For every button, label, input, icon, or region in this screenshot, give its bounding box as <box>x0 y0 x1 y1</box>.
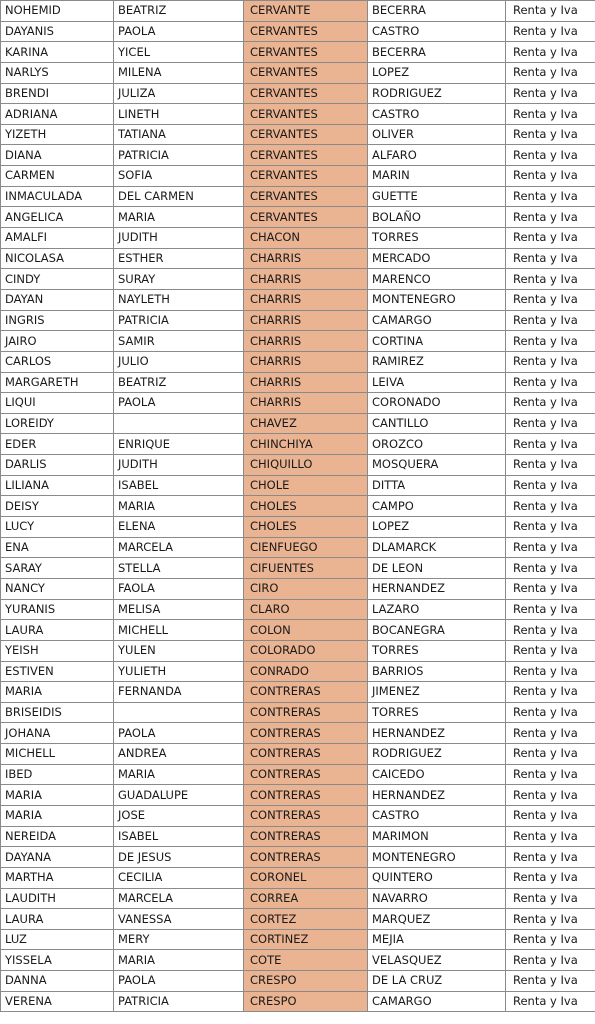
tax-type-cell: Renta y Iva <box>506 599 595 620</box>
first-name-cell: LAURA <box>1 620 114 641</box>
first-surname-cell: CHARRIS <box>244 393 368 414</box>
table-row <box>1 228 595 249</box>
tax-type-cell: Renta y Iva <box>506 228 595 249</box>
middle-name-cell: PATRICIA <box>114 991 244 1012</box>
tax-type-cell: Renta y Iva <box>506 950 595 971</box>
table-row <box>1 971 595 992</box>
first-surname-cell: CONTRERAS <box>244 723 368 744</box>
first-name-cell: YEISH <box>1 640 114 661</box>
first-surname-cell: CHOLES <box>244 517 368 538</box>
first-name-cell: AMALFI <box>1 228 114 249</box>
tax-type-cell: Renta y Iva <box>506 764 595 785</box>
table-row <box>1 186 595 207</box>
first-name-cell: CINDY <box>1 269 114 290</box>
middle-name-cell: MARIA <box>114 496 244 517</box>
first-surname-cell: CERVANTES <box>244 104 368 125</box>
second-surname-cell: BECERRA <box>368 1 506 22</box>
first-surname-cell: CLARO <box>244 599 368 620</box>
table-row <box>1 413 595 434</box>
middle-name-cell: JULIZA <box>114 83 244 104</box>
table-row <box>1 124 595 145</box>
table-row <box>1 867 595 888</box>
middle-name-cell <box>114 702 244 723</box>
first-surname-cell: CERVANTES <box>244 62 368 83</box>
second-surname-cell: TORRES <box>368 640 506 661</box>
tax-type-cell: Renta y Iva <box>506 42 595 63</box>
first-surname-cell: COLON <box>244 620 368 641</box>
table-row <box>1 269 595 290</box>
table-row <box>1 578 595 599</box>
table-row <box>1 42 595 63</box>
first-name-cell: MARGARETH <box>1 372 114 393</box>
middle-name-cell: SOFIA <box>114 166 244 187</box>
tax-type-cell: Renta y Iva <box>506 991 595 1012</box>
first-surname-cell: CONRADO <box>244 661 368 682</box>
first-name-cell: DAYAN <box>1 289 114 310</box>
first-surname-cell: CERVANTES <box>244 186 368 207</box>
table-row <box>1 1 595 22</box>
second-surname-cell: CAICEDO <box>368 764 506 785</box>
tax-type-cell: Renta y Iva <box>506 578 595 599</box>
first-surname-cell: CHARRIS <box>244 331 368 352</box>
first-surname-cell: CHACON <box>244 228 368 249</box>
first-name-cell: VERENA <box>1 991 114 1012</box>
middle-name-cell: CECILIA <box>114 867 244 888</box>
middle-name-cell: SURAY <box>114 269 244 290</box>
middle-name-cell: JUDITH <box>114 228 244 249</box>
second-surname-cell: RAMIREZ <box>368 351 506 372</box>
tax-type-cell: Renta y Iva <box>506 393 595 414</box>
tax-type-cell: Renta y Iva <box>506 702 595 723</box>
second-surname-cell: CAMPO <box>368 496 506 517</box>
middle-name-cell: ISABEL <box>114 475 244 496</box>
table-row <box>1 455 595 476</box>
middle-name-cell: ANDREA <box>114 744 244 765</box>
first-name-cell: LUZ <box>1 929 114 950</box>
second-surname-cell: LOPEZ <box>368 517 506 538</box>
first-surname-cell: CERVANTES <box>244 124 368 145</box>
tax-type-cell: Renta y Iva <box>506 640 595 661</box>
middle-name-cell: PAOLA <box>114 21 244 42</box>
middle-name-cell: MARCELA <box>114 888 244 909</box>
first-name-cell: NOHEMID <box>1 1 114 22</box>
first-surname-cell: CIRO <box>244 578 368 599</box>
first-surname-cell: CORONEL <box>244 867 368 888</box>
first-surname-cell: CRESPO <box>244 991 368 1012</box>
tax-type-cell: Renta y Iva <box>506 867 595 888</box>
table-row <box>1 661 595 682</box>
second-surname-cell: MARIMON <box>368 826 506 847</box>
first-name-cell: LAUDITH <box>1 888 114 909</box>
middle-name-cell: MARIA <box>114 950 244 971</box>
second-surname-cell: RODRIGUEZ <box>368 744 506 765</box>
second-surname-cell: BOLAÑO <box>368 207 506 228</box>
second-surname-cell: DLAMARCK <box>368 537 506 558</box>
second-surname-cell: CORONADO <box>368 393 506 414</box>
table-row <box>1 785 595 806</box>
first-name-cell: DAYANA <box>1 847 114 868</box>
tax-type-cell: Renta y Iva <box>506 186 595 207</box>
first-name-cell: YISSELA <box>1 950 114 971</box>
first-surname-cell: CERVANTES <box>244 42 368 63</box>
first-name-cell: NANCY <box>1 578 114 599</box>
first-surname-cell: CONTRERAS <box>244 805 368 826</box>
tax-type-cell: Renta y Iva <box>506 83 595 104</box>
middle-name-cell: TATIANA <box>114 124 244 145</box>
second-surname-cell: GUETTE <box>368 186 506 207</box>
first-surname-cell: CERVANTES <box>244 207 368 228</box>
second-surname-cell: DITTA <box>368 475 506 496</box>
table-row <box>1 248 595 269</box>
second-surname-cell: HERNANDEZ <box>368 723 506 744</box>
second-surname-cell: MARQUEZ <box>368 909 506 930</box>
table-row <box>1 537 595 558</box>
middle-name-cell: NAYLETH <box>114 289 244 310</box>
second-surname-cell: RODRIGUEZ <box>368 83 506 104</box>
table-row <box>1 83 595 104</box>
middle-name-cell: ISABEL <box>114 826 244 847</box>
middle-name-cell: FERNANDA <box>114 682 244 703</box>
second-surname-cell: LAZARO <box>368 599 506 620</box>
first-name-cell: NEREIDA <box>1 826 114 847</box>
second-surname-cell: BECERRA <box>368 42 506 63</box>
table-row <box>1 166 595 187</box>
first-surname-cell: CIENFUEGO <box>244 537 368 558</box>
second-surname-cell: MOSQUERA <box>368 455 506 476</box>
first-name-cell: DIANA <box>1 145 114 166</box>
tax-type-cell: Renta y Iva <box>506 351 595 372</box>
table-row <box>1 950 595 971</box>
second-surname-cell: ALFARO <box>368 145 506 166</box>
table-row <box>1 682 595 703</box>
middle-name-cell: YULIETH <box>114 661 244 682</box>
table-row <box>1 640 595 661</box>
tax-type-cell: Renta y Iva <box>506 909 595 930</box>
table-row <box>1 847 595 868</box>
second-surname-cell: HERNANDEZ <box>368 578 506 599</box>
middle-name-cell: MARCELA <box>114 537 244 558</box>
tax-type-cell: Renta y Iva <box>506 248 595 269</box>
first-surname-cell: COLORADO <box>244 640 368 661</box>
first-surname-cell: CHARRIS <box>244 269 368 290</box>
second-surname-cell: CASTRO <box>368 21 506 42</box>
middle-name-cell: FAOLA <box>114 578 244 599</box>
middle-name-cell: GUADALUPE <box>114 785 244 806</box>
first-surname-cell: CHARRIS <box>244 248 368 269</box>
middle-name-cell <box>114 413 244 434</box>
second-surname-cell: LEIVA <box>368 372 506 393</box>
first-name-cell: LAURA <box>1 909 114 930</box>
table-row <box>1 826 595 847</box>
second-surname-cell: MEJIA <box>368 929 506 950</box>
middle-name-cell: ESTHER <box>114 248 244 269</box>
first-surname-cell: CORREA <box>244 888 368 909</box>
second-surname-cell: CANTILLO <box>368 413 506 434</box>
middle-name-cell: LINETH <box>114 104 244 125</box>
second-surname-cell: CAMARGO <box>368 310 506 331</box>
tax-type-cell: Renta y Iva <box>506 62 595 83</box>
first-surname-cell: CHARRIS <box>244 289 368 310</box>
first-surname-cell: CHOLE <box>244 475 368 496</box>
second-surname-cell: NAVARRO <box>368 888 506 909</box>
second-surname-cell: CORTINA <box>368 331 506 352</box>
second-surname-cell: BOCANEGRA <box>368 620 506 641</box>
tax-type-cell: Renta y Iva <box>506 372 595 393</box>
table-body <box>1 1 595 1012</box>
first-name-cell: MARIA <box>1 805 114 826</box>
tax-type-cell: Renta y Iva <box>506 331 595 352</box>
first-name-cell: CARLOS <box>1 351 114 372</box>
first-name-cell: SARAY <box>1 558 114 579</box>
first-surname-cell: CONTRERAS <box>244 764 368 785</box>
table-row <box>1 145 595 166</box>
tax-type-cell: Renta y Iva <box>506 558 595 579</box>
first-surname-cell: CHARRIS <box>244 351 368 372</box>
first-surname-cell: CIFUENTES <box>244 558 368 579</box>
middle-name-cell: VANESSA <box>114 909 244 930</box>
tax-type-cell: Renta y Iva <box>506 145 595 166</box>
tax-type-cell: Renta y Iva <box>506 475 595 496</box>
middle-name-cell: DE JESUS <box>114 847 244 868</box>
tax-type-cell: Renta y Iva <box>506 744 595 765</box>
first-surname-cell: CHOLES <box>244 496 368 517</box>
first-name-cell: INMACULADA <box>1 186 114 207</box>
first-name-cell: ANGELICA <box>1 207 114 228</box>
middle-name-cell: MARIA <box>114 207 244 228</box>
second-surname-cell: DE LA CRUZ <box>368 971 506 992</box>
first-name-cell: JAIRO <box>1 331 114 352</box>
first-name-cell: MARIA <box>1 682 114 703</box>
tax-type-cell: Renta y Iva <box>506 785 595 806</box>
first-surname-cell: CERVANTES <box>244 83 368 104</box>
table-row <box>1 991 595 1012</box>
tax-type-cell: Renta y Iva <box>506 682 595 703</box>
tax-type-cell: Renta y Iva <box>506 124 595 145</box>
second-surname-cell: OROZCO <box>368 434 506 455</box>
tax-type-cell: Renta y Iva <box>506 805 595 826</box>
middle-name-cell: YICEL <box>114 42 244 63</box>
second-surname-cell: CAMARGO <box>368 991 506 1012</box>
middle-name-cell: BEATRIZ <box>114 1 244 22</box>
table-row <box>1 620 595 641</box>
first-surname-cell: COTE <box>244 950 368 971</box>
first-surname-cell: CORTEZ <box>244 909 368 930</box>
middle-name-cell: ENRIQUE <box>114 434 244 455</box>
first-name-cell: CARMEN <box>1 166 114 187</box>
first-surname-cell: CRESPO <box>244 971 368 992</box>
middle-name-cell: PATRICIA <box>114 310 244 331</box>
second-surname-cell: MONTENEGRO <box>368 289 506 310</box>
first-name-cell: ADRIANA <box>1 104 114 125</box>
first-surname-cell: CONTRERAS <box>244 785 368 806</box>
table-row <box>1 104 595 125</box>
first-name-cell: DAYANIS <box>1 21 114 42</box>
first-surname-cell: CONTRERAS <box>244 682 368 703</box>
tax-type-cell: Renta y Iva <box>506 496 595 517</box>
second-surname-cell: BARRIOS <box>368 661 506 682</box>
first-name-cell: EDER <box>1 434 114 455</box>
middle-name-cell: MICHELL <box>114 620 244 641</box>
tax-type-cell: Renta y Iva <box>506 620 595 641</box>
second-surname-cell: DE LEON <box>368 558 506 579</box>
table-row <box>1 310 595 331</box>
first-surname-cell: CONTRERAS <box>244 847 368 868</box>
tax-type-cell: Renta y Iva <box>506 826 595 847</box>
first-name-cell: MARTHA <box>1 867 114 888</box>
tax-type-cell: Renta y Iva <box>506 269 595 290</box>
middle-name-cell: JULIO <box>114 351 244 372</box>
first-name-cell: JOHANA <box>1 723 114 744</box>
middle-name-cell: MELISA <box>114 599 244 620</box>
first-surname-cell: CHARRIS <box>244 372 368 393</box>
tax-type-cell: Renta y Iva <box>506 971 595 992</box>
table-row <box>1 475 595 496</box>
tax-type-cell: Renta y Iva <box>506 413 595 434</box>
middle-name-cell: JOSE <box>114 805 244 826</box>
first-surname-cell: CONTRERAS <box>244 702 368 723</box>
table-row <box>1 744 595 765</box>
first-surname-cell: CHINCHIYA <box>244 434 368 455</box>
table-row <box>1 207 595 228</box>
second-surname-cell: TORRES <box>368 702 506 723</box>
table-row <box>1 517 595 538</box>
tax-type-cell: Renta y Iva <box>506 207 595 228</box>
table-row <box>1 21 595 42</box>
first-surname-cell: CERVANTE <box>244 1 368 22</box>
middle-name-cell: DEL CARMEN <box>114 186 244 207</box>
first-name-cell: MICHELL <box>1 744 114 765</box>
second-surname-cell: MONTENEGRO <box>368 847 506 868</box>
first-name-cell: LOREIDY <box>1 413 114 434</box>
first-name-cell: LIQUI <box>1 393 114 414</box>
first-surname-cell: CONTRERAS <box>244 744 368 765</box>
table-row <box>1 702 595 723</box>
tax-type-cell: Renta y Iva <box>506 847 595 868</box>
table-row <box>1 289 595 310</box>
second-surname-cell: CASTRO <box>368 104 506 125</box>
first-name-cell: DARLIS <box>1 455 114 476</box>
first-name-cell: NICOLASA <box>1 248 114 269</box>
first-name-cell: YURANIS <box>1 599 114 620</box>
first-surname-cell: CERVANTES <box>244 21 368 42</box>
tax-type-cell: Renta y Iva <box>506 434 595 455</box>
first-name-cell: INGRIS <box>1 310 114 331</box>
first-surname-cell: CHIQUILLO <box>244 455 368 476</box>
table-row <box>1 331 595 352</box>
tax-type-cell: Renta y Iva <box>506 1 595 22</box>
middle-name-cell: BEATRIZ <box>114 372 244 393</box>
first-surname-cell: CONTRERAS <box>244 826 368 847</box>
middle-name-cell: ELENA <box>114 517 244 538</box>
table-row <box>1 888 595 909</box>
tax-type-cell: Renta y Iva <box>506 888 595 909</box>
first-name-cell: LILIANA <box>1 475 114 496</box>
middle-name-cell: YULEN <box>114 640 244 661</box>
first-surname-cell: CORTINEZ <box>244 929 368 950</box>
table-row <box>1 496 595 517</box>
tax-type-cell: Renta y Iva <box>506 661 595 682</box>
first-name-cell: ESTIVEN <box>1 661 114 682</box>
second-surname-cell: VELASQUEZ <box>368 950 506 971</box>
table-row <box>1 351 595 372</box>
table-row <box>1 805 595 826</box>
middle-name-cell: MERY <box>114 929 244 950</box>
first-surname-cell: CHAVEZ <box>244 413 368 434</box>
table-row <box>1 909 595 930</box>
second-surname-cell: TORRES <box>368 228 506 249</box>
second-surname-cell: CASTRO <box>368 805 506 826</box>
tax-type-cell: Renta y Iva <box>506 21 595 42</box>
first-surname-cell: CERVANTES <box>244 166 368 187</box>
second-surname-cell: OLIVER <box>368 124 506 145</box>
middle-name-cell: PAOLA <box>114 971 244 992</box>
table-row <box>1 393 595 414</box>
second-surname-cell: HERNANDEZ <box>368 785 506 806</box>
tax-type-cell: Renta y Iva <box>506 517 595 538</box>
tax-type-cell: Renta y Iva <box>506 310 595 331</box>
table-row <box>1 723 595 744</box>
first-name-cell: BRENDI <box>1 83 114 104</box>
tax-type-cell: Renta y Iva <box>506 455 595 476</box>
first-name-cell: MARIA <box>1 785 114 806</box>
middle-name-cell: JUDITH <box>114 455 244 476</box>
first-name-cell: DEISY <box>1 496 114 517</box>
first-surname-cell: CERVANTES <box>244 145 368 166</box>
tax-type-cell: Renta y Iva <box>506 289 595 310</box>
table-row <box>1 372 595 393</box>
tax-type-cell: Renta y Iva <box>506 723 595 744</box>
first-name-cell: NARLYS <box>1 62 114 83</box>
second-surname-cell: LOPEZ <box>368 62 506 83</box>
table-row <box>1 558 595 579</box>
table-row <box>1 599 595 620</box>
first-name-cell: IBED <box>1 764 114 785</box>
middle-name-cell: MARIA <box>114 764 244 785</box>
second-surname-cell: MERCADO <box>368 248 506 269</box>
middle-name-cell: PAOLA <box>114 393 244 414</box>
first-name-cell: KARINA <box>1 42 114 63</box>
table-row <box>1 929 595 950</box>
middle-name-cell: STELLA <box>114 558 244 579</box>
first-name-cell: LUCY <box>1 517 114 538</box>
table-row <box>1 62 595 83</box>
middle-name-cell: SAMIR <box>114 331 244 352</box>
second-surname-cell: JIMENEZ <box>368 682 506 703</box>
second-surname-cell: MARIN <box>368 166 506 187</box>
tax-type-cell: Renta y Iva <box>506 104 595 125</box>
tax-type-cell: Renta y Iva <box>506 166 595 187</box>
first-name-cell: DANNA <box>1 971 114 992</box>
first-surname-cell: CHARRIS <box>244 310 368 331</box>
second-surname-cell: QUINTERO <box>368 867 506 888</box>
first-name-cell: ENA <box>1 537 114 558</box>
middle-name-cell: PATRICIA <box>114 145 244 166</box>
first-name-cell: BRISEIDIS <box>1 702 114 723</box>
tax-type-cell: Renta y Iva <box>506 929 595 950</box>
middle-name-cell: PAOLA <box>114 723 244 744</box>
first-name-cell: YIZETH <box>1 124 114 145</box>
table-row <box>1 764 595 785</box>
table-row <box>1 434 595 455</box>
second-surname-cell: MARENCO <box>368 269 506 290</box>
tax-type-cell: Renta y Iva <box>506 537 595 558</box>
middle-name-cell: MILENA <box>114 62 244 83</box>
